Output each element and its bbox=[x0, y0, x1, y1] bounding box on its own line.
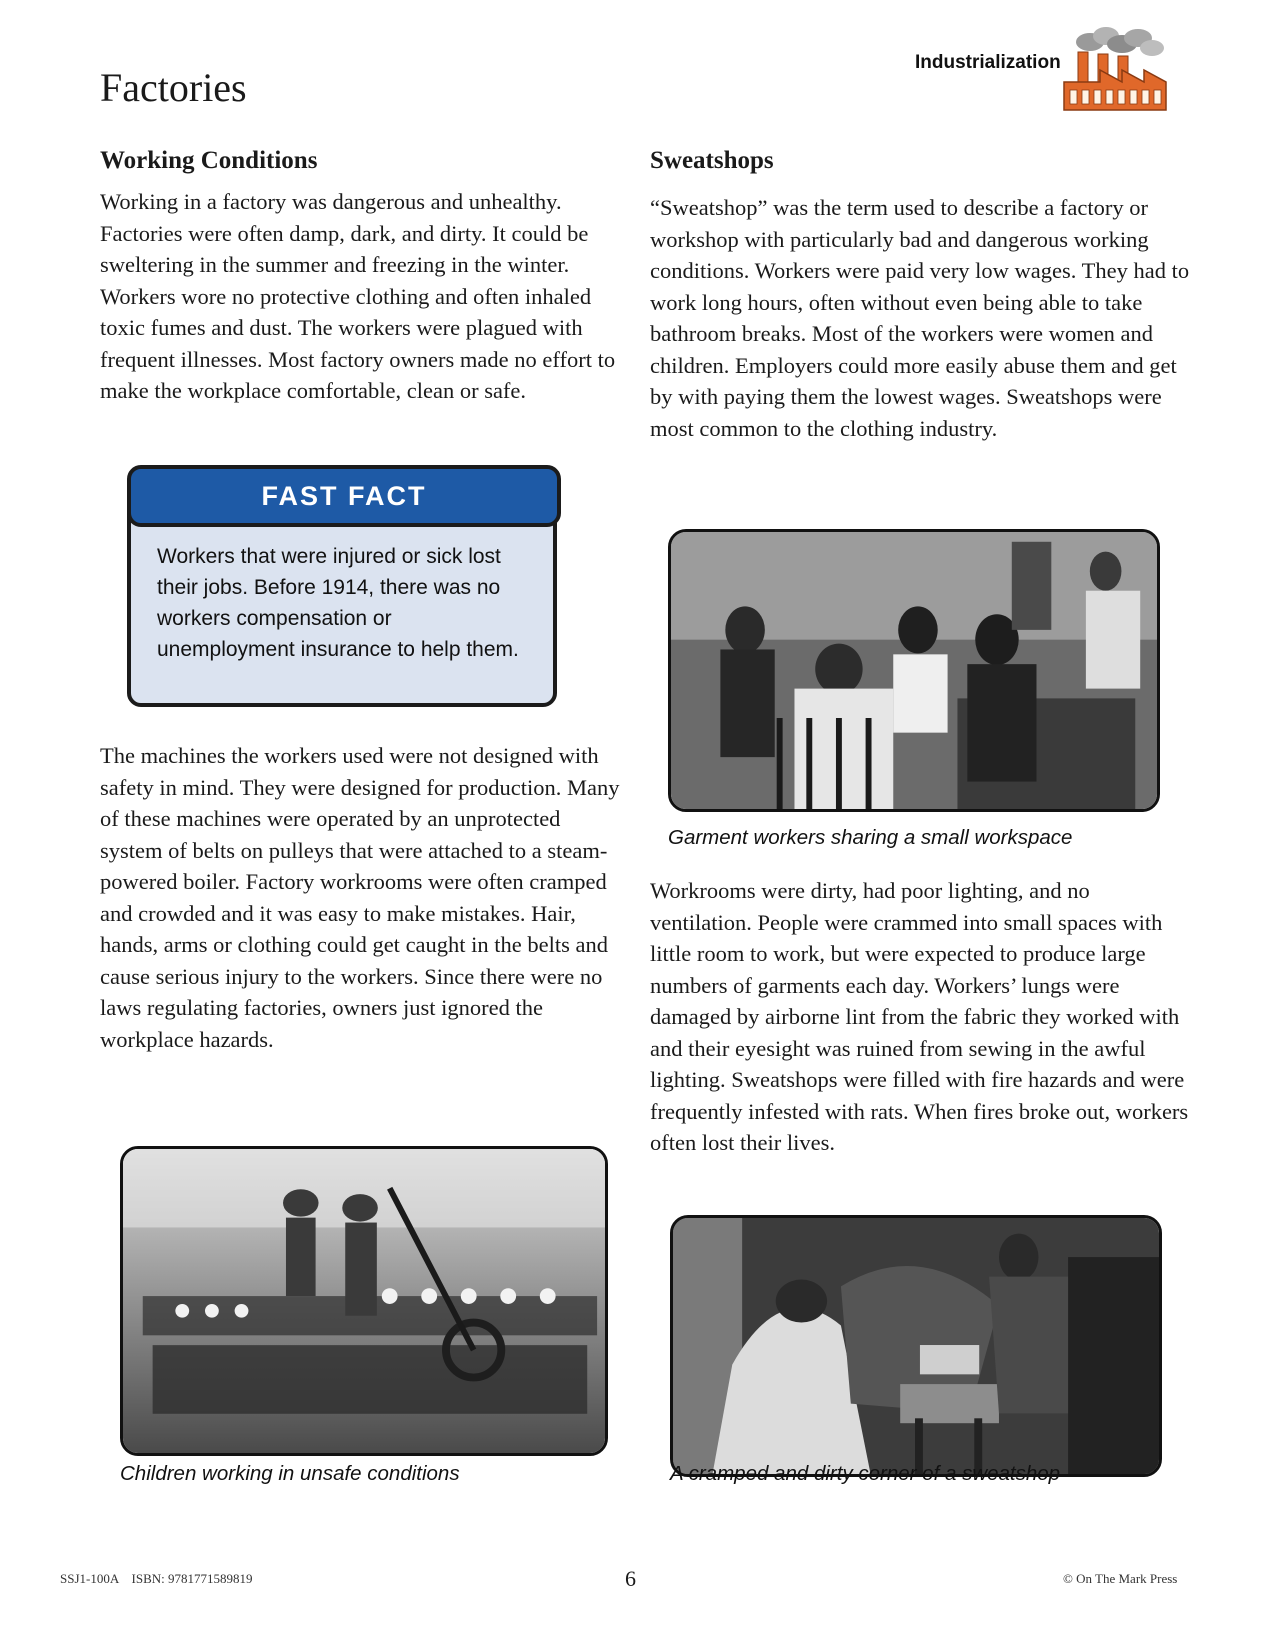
page-number: 6 bbox=[625, 1566, 636, 1591]
footer-code-isbn: SSJ1-100A ISBN: 9781771589819 bbox=[60, 1571, 253, 1586]
working-conditions-paragraph: Working in a factory was dangerous and unhealthy. Factories were often damp, dark, and dirty. It could be sweltering in the summer and freezing in the winter. Workers wore no protective clothing and often inhaled toxic fumes and dust. The workers were plagued with frequent illnesses. Most factory owners made no effort to make the workplace comfortable, clean or safe. bbox=[100, 189, 616, 403]
fast-fact-box bbox=[127, 465, 557, 707]
working-conditions-heading: Working Conditions bbox=[100, 147, 318, 174]
topic-label: Industrialization bbox=[915, 52, 1061, 73]
children-photo-caption: Children working in unsafe conditions bbox=[120, 1462, 460, 1485]
sweatshops-heading: Sweatshops bbox=[650, 147, 774, 174]
footer-copyright: © On The Mark Press bbox=[1063, 1571, 1178, 1586]
garment-photo-caption: Garment workers sharing a small workspace bbox=[668, 826, 1073, 849]
fast-fact-header: FAST FACT bbox=[127, 465, 561, 527]
sweatshop-photo-caption: A cramped and dirty corner of a sweatshop bbox=[670, 1462, 1061, 1485]
sweatshops-paragraph: “Sweatshop” was the term used to describe a factory or workshop with particularly bad and dangerous working conditions. Workers were paid very low wages. They had to work long hours, often without even being able to take bathroom breaks. Most of the workers were women and children. Employers could more easily abuse them and get by with paying them the lowest wages. Sweatshops were most common to the clothing industry. bbox=[650, 195, 1190, 441]
garment-workers-photo bbox=[668, 529, 1160, 812]
page-title: Factories bbox=[100, 65, 247, 110]
factory-icon bbox=[1060, 24, 1170, 114]
machines-paragraph: The machines the workers used were not designed with safety in mind. They were designed for production. Many of these machines were operated by an unprotected system of belts on pulleys that were attached to a steam-powered boiler. Factory workrooms were often cramped and crowded and it was easy to make mistakes. Hair, hands, arms or clothing could get caught in the belts and cause serious injury to the workers. Since there were no laws regulating factories, owners just ignored the workplace hazards. bbox=[100, 743, 620, 1052]
workrooms-paragraph: Workrooms were dirty, had poor lighting, and no ventilation. People were crammed into small spaces with little room to work, but were expected to produce large numbers of garments each day. Workers’ lungs were damaged by airborne lint from the fabric they worked with and their eyesight was ruined from sewing in the awful lighting. Sweatshops were filled with fire hazards and were frequently infested with rats. When fires broke out, workers often lost their lives. bbox=[650, 878, 1189, 1155]
sweatshop-corner-photo bbox=[670, 1215, 1162, 1477]
fast-fact-text: Workers that were injured or sick lost their jobs. Before 1914, there was no workers compensation or unemployment insurance to help them. bbox=[157, 545, 519, 661]
children-machine-photo bbox=[120, 1146, 608, 1456]
